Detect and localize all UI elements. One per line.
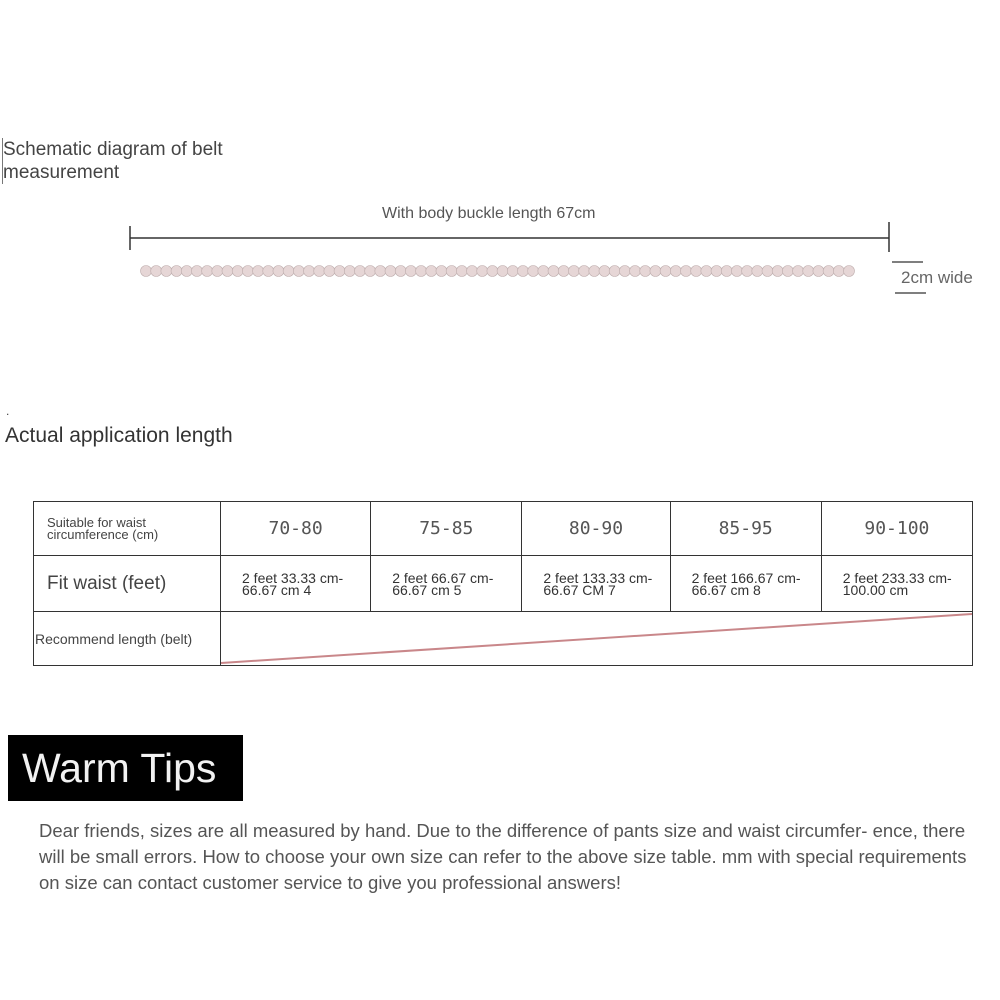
- belt-bead: [253, 266, 264, 277]
- size-table: [33, 501, 973, 666]
- belt-bead: [477, 266, 488, 277]
- row-header-waist-circumference: Suitable for waist circumference (cm): [34, 502, 221, 556]
- belt-bead: [711, 266, 722, 277]
- belt-bead: [528, 266, 539, 277]
- belt-bead: [324, 266, 335, 277]
- recommend-length-line: [221, 612, 972, 665]
- range-cell: 70-80: [221, 502, 371, 556]
- belt-bead: [589, 266, 600, 277]
- fit-waist-cell: 2 feet 166.67 cm-66.67 cm 8: [670, 556, 821, 612]
- belt-bead: [721, 266, 732, 277]
- belt-bead: [650, 266, 661, 277]
- table-row: [34, 612, 973, 666]
- belt-bead: [202, 266, 213, 277]
- diagram-title: Schematic diagram of belt measurement: [2, 138, 303, 184]
- belt-bead: [436, 266, 447, 277]
- belt-bead: [151, 266, 162, 277]
- recommend-diagonal-line: [221, 614, 972, 663]
- section-marker: .: [6, 404, 10, 418]
- belt-bead: [497, 266, 508, 277]
- belt-bead: [793, 266, 804, 277]
- warm-tips-body: Dear friends, sizes are all measured by hand. Due to the difference of pants size and waist circumfer- ence, there will be small errors. How to choose your own size can refer to the above size table. mm with special requirements on size can contact customer service to give you professional answers!: [39, 820, 967, 893]
- belt-bead: [538, 266, 549, 277]
- belt-bead: [334, 266, 345, 277]
- warm-tips-banner: [8, 735, 243, 801]
- belt-bead: [609, 266, 620, 277]
- belt-bead: [752, 266, 763, 277]
- belt-bead: [670, 266, 681, 277]
- belt-bead: [782, 266, 793, 277]
- belt-bead: [232, 266, 243, 277]
- belt-bead: [558, 266, 569, 277]
- belt-bead: [691, 266, 702, 277]
- belt-bead: [354, 266, 365, 277]
- belt-length-label: With body buckle length 67cm: [382, 205, 596, 222]
- table-row: [34, 556, 973, 612]
- belt-bead: [375, 266, 386, 277]
- belt-bead: [701, 266, 712, 277]
- fit-waist-cell: 2 feet 233.33 cm-100.00 cm: [821, 556, 972, 612]
- fit-waist-cell: 2 feet 33.33 cm-66.67 cm 4: [221, 556, 371, 612]
- belt-bead: [242, 266, 253, 277]
- belt-width-label: 2cm wide: [901, 268, 973, 287]
- row-header-recommend-length: Recommend length (belt): [34, 612, 221, 666]
- belt-bead: [405, 266, 416, 277]
- belt-bead: [772, 266, 783, 277]
- range-cell: 75-85: [371, 502, 522, 556]
- belt-bead: [181, 266, 192, 277]
- belt-bead: [416, 266, 427, 277]
- belt-bead: [273, 266, 284, 277]
- belt-bead: [283, 266, 294, 277]
- range-cell: 85-95: [670, 502, 821, 556]
- belt-bead: [385, 266, 396, 277]
- belt-bead: [161, 266, 172, 277]
- warm-tips-title: Warm Tips: [22, 744, 217, 791]
- belt-bead: [833, 266, 844, 277]
- belt-bead: [456, 266, 467, 277]
- belt-bead: [680, 266, 691, 277]
- table-row: [34, 502, 973, 556]
- belt-bead: [844, 266, 855, 277]
- belt-illustration: [141, 266, 855, 277]
- belt-bead: [365, 266, 376, 277]
- belt-dimension-diagram: [0, 0, 1000, 310]
- belt-bead: [660, 266, 671, 277]
- belt-bead: [548, 266, 559, 277]
- range-cell: 90-100: [821, 502, 972, 556]
- row-header-fit-waist: Fit waist (feet): [34, 556, 221, 612]
- belt-bead: [517, 266, 528, 277]
- recommend-length-cell: [221, 612, 973, 666]
- fit-waist-cell: 2 feet 133.33 cm-66.67 CM 7: [522, 556, 670, 612]
- belt-bead: [212, 266, 223, 277]
- belt-bead: [293, 266, 304, 277]
- belt-bead: [762, 266, 773, 277]
- belt-bead: [568, 266, 579, 277]
- range-cell: 80-90: [522, 502, 670, 556]
- fit-waist-cell: 2 feet 66.67 cm-66.67 cm 5: [371, 556, 522, 612]
- belt-bead: [487, 266, 498, 277]
- belt-bead: [446, 266, 457, 277]
- belt-bead: [141, 266, 152, 277]
- belt-bead: [395, 266, 406, 277]
- belt-bead: [222, 266, 233, 277]
- belt-bead: [813, 266, 824, 277]
- belt-bead: [191, 266, 202, 277]
- belt-bead: [579, 266, 590, 277]
- belt-bead: [171, 266, 182, 277]
- belt-bead: [619, 266, 630, 277]
- belt-bead: [599, 266, 610, 277]
- belt-bead: [426, 266, 437, 277]
- belt-bead: [742, 266, 753, 277]
- belt-bead: [731, 266, 742, 277]
- belt-bead: [803, 266, 814, 277]
- belt-bead: [263, 266, 274, 277]
- belt-bead: [640, 266, 651, 277]
- belt-bead: [823, 266, 834, 277]
- belt-bead: [344, 266, 355, 277]
- belt-bead: [630, 266, 641, 277]
- belt-bead: [304, 266, 315, 277]
- belt-bead: [507, 266, 518, 277]
- belt-bead: [314, 266, 325, 277]
- section-title: Actual application length: [5, 424, 233, 447]
- belt-bead: [467, 266, 478, 277]
